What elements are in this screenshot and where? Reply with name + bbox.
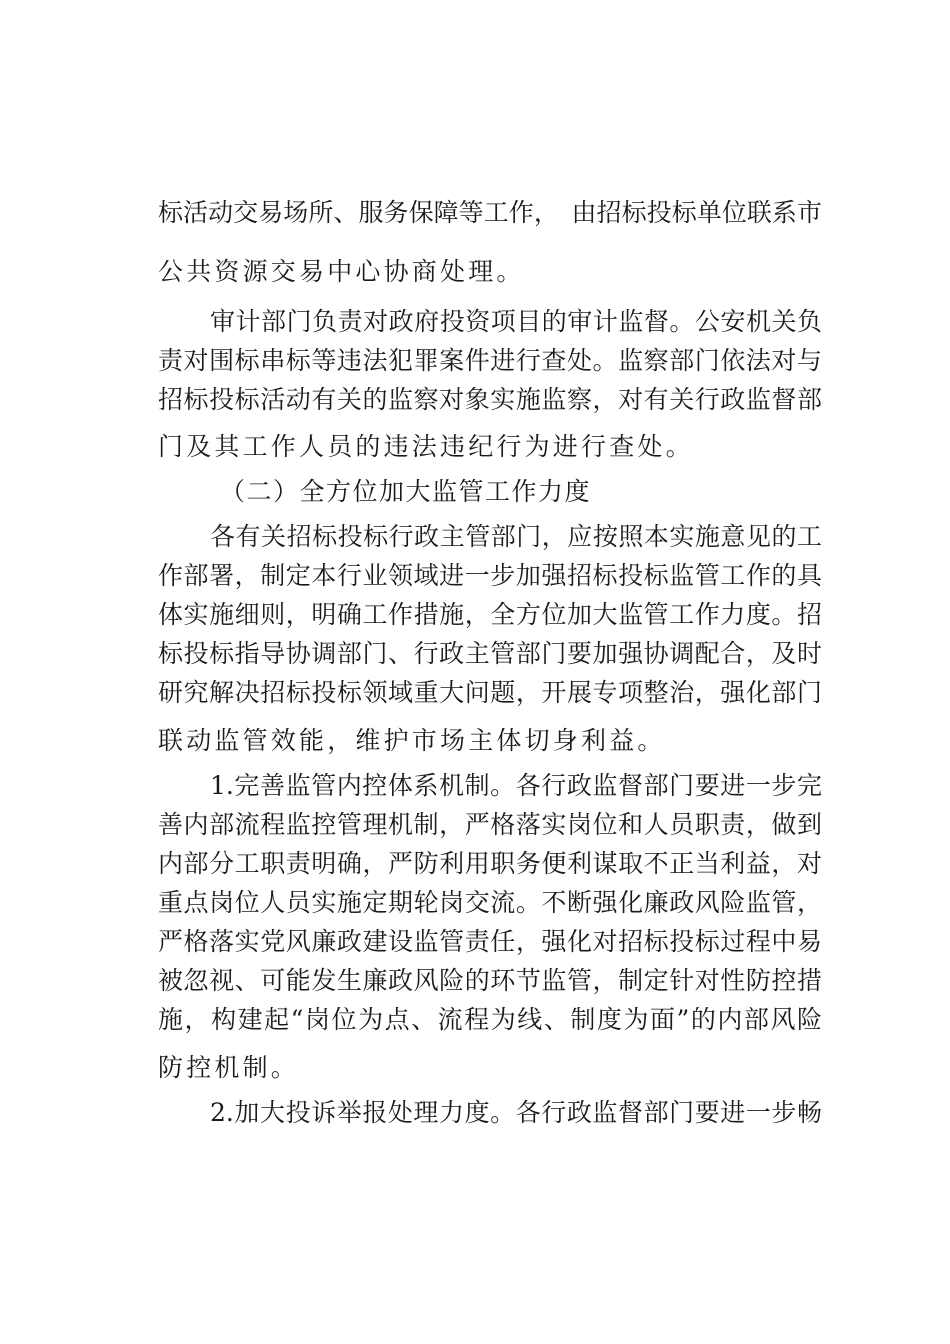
body-text-line: 体实施细则，明确工作措施，全方位加大监管工作力度。招	[158, 600, 822, 629]
body-text-line: 公共资源交易中心协商处理。	[158, 257, 525, 286]
body-text-line: 标活动交易场所、服务保障等工作， 由招标投标单位联系市	[158, 198, 822, 227]
body-text-line: 重点岗位人员实施定期轮岗交流。不断强化廉政风险监管，	[158, 888, 822, 917]
paragraph-first-line: 各有关招标投标行政主管部门，应按照本实施意见的工	[210, 522, 822, 551]
body-text-line: 责对围标串标等违法犯罪案件进行查处。监察部门依法对与	[158, 346, 822, 375]
body-text-line: 作部署，制定本行业领域进一步加强招标投标监管工作的具	[158, 561, 822, 590]
body-text-line: 联动监管效能，维护市场主体切身利益。	[158, 726, 666, 755]
body-text-line: 善内部流程监控管理机制，严格落实岗位和人员职责，做到	[158, 810, 822, 839]
paragraph-first-line: 2.加大投诉举报处理力度。各行政监督部门要进一步畅	[210, 1098, 822, 1127]
body-text-line: 研究解决招标投标领域重大问题，开展专项整治，强化部门	[158, 678, 822, 707]
paragraph-first-line: 1.完善监管内控体系机制。各行政监督部门要进一步完	[210, 771, 822, 800]
body-text-line: 严格落实党风廉政建设监管责任，强化对招标投标过程中易	[158, 927, 822, 956]
body-text-line: 内部分工职责明确，严防利用职务便利谋取不正当利益，对	[158, 849, 822, 878]
body-text-line: 被忽视、可能发生廉政风险的环节监管，制定针对性防控措	[158, 966, 822, 995]
body-text-line: 招标投标活动有关的监察对象实施监察，对有关行政监督部	[158, 385, 822, 414]
body-text-line: 门及其工作人员的违法违纪行为进行查处。	[158, 432, 694, 461]
paragraph-first-line: 审计部门负责对政府投资项目的审计监督。公安机关负	[210, 307, 822, 336]
body-text-line: 施，构建起“岗位为点、流程为线、制度为面”的内部风险	[158, 1005, 822, 1034]
body-text-line: 标投标指导协调部门、行政主管部门要加强协调配合，及时	[158, 639, 822, 668]
section-heading: （二）全方位加大监管工作力度	[220, 477, 592, 506]
body-text-line: 防控机制。	[158, 1053, 300, 1082]
